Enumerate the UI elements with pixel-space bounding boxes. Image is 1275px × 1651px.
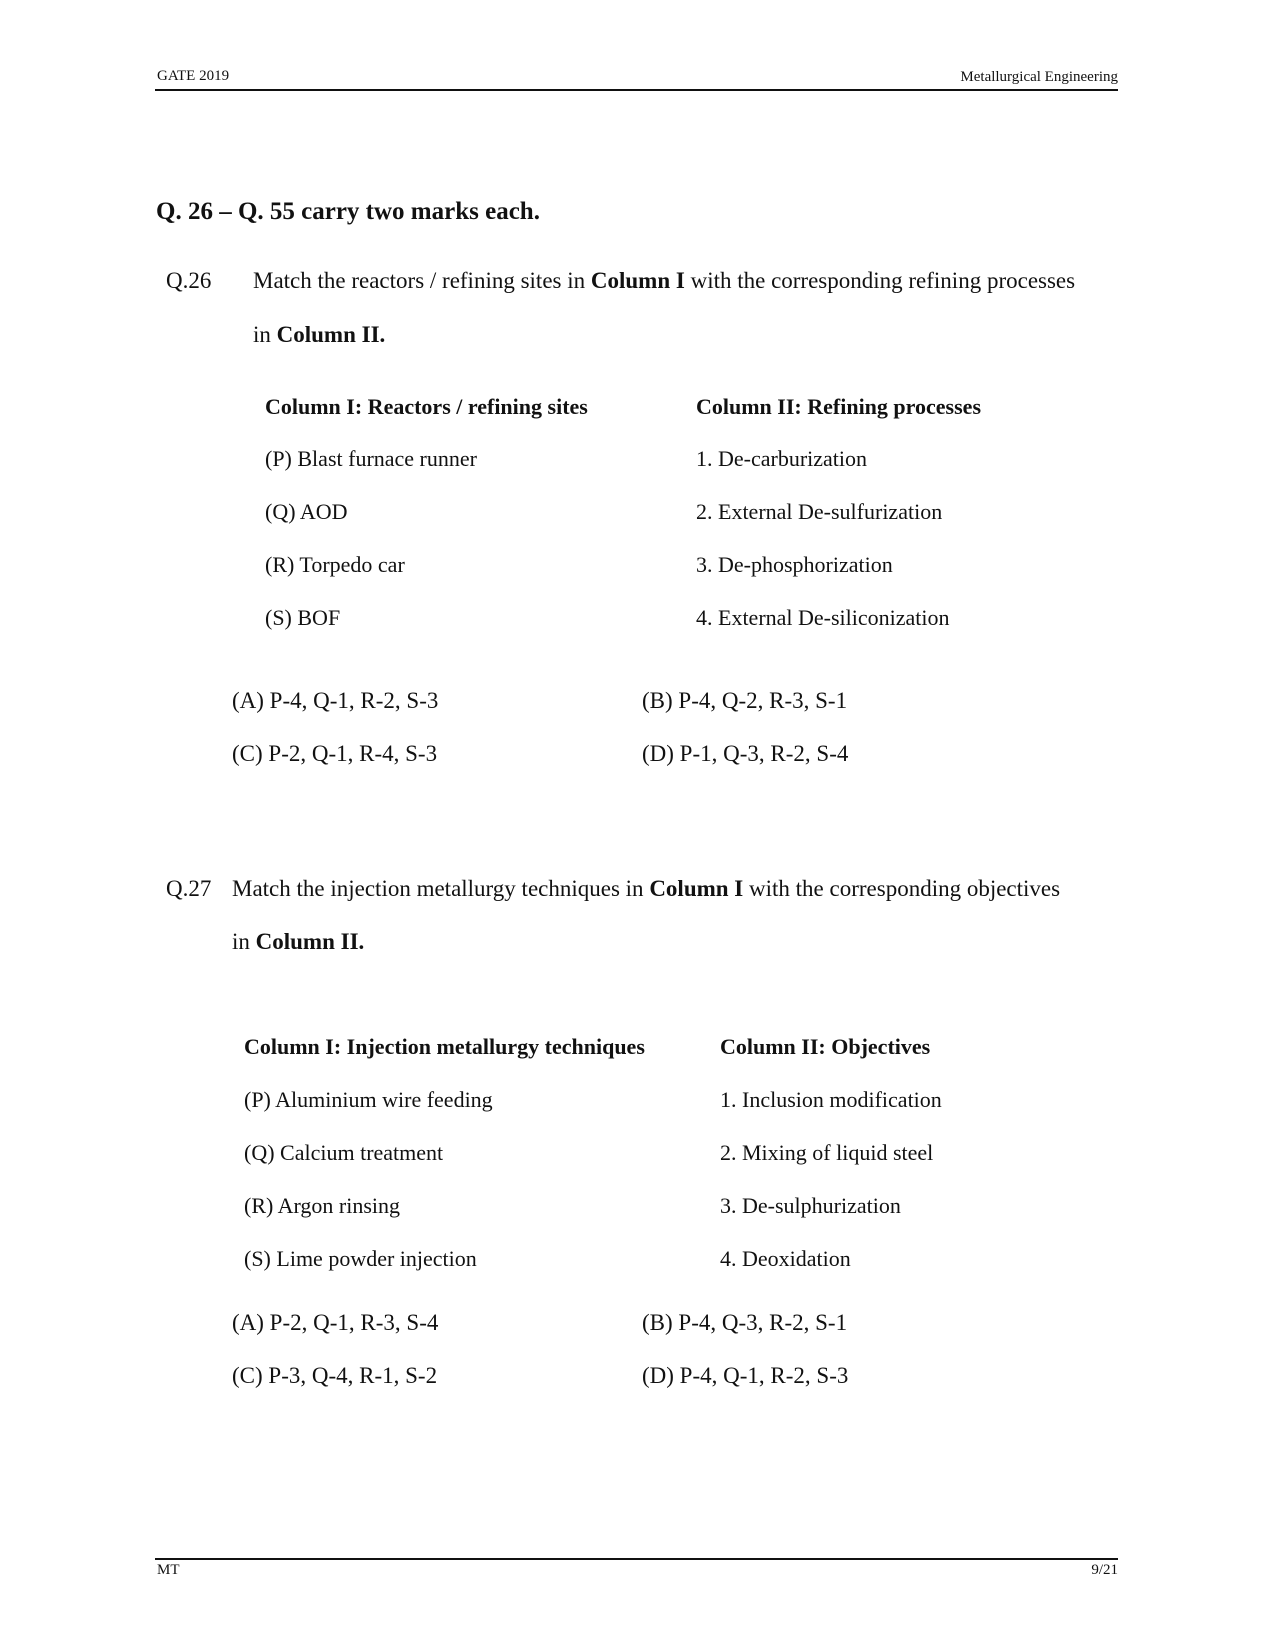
column-2-header: Column II: Objectives	[720, 1034, 931, 1059]
column-1-header: Column I: Injection metallurgy techniques	[244, 1034, 645, 1059]
header-divider	[155, 89, 1118, 91]
question-text-line2: in Column II.	[232, 929, 365, 954]
header-subject: Metallurgical Engineering	[960, 69, 1118, 85]
column-1-item: (P) Blast furnace runner	[265, 446, 477, 471]
column-2-item: 3. De-phosphorization	[696, 552, 893, 577]
column-2-item: 2. Mixing of liquid steel	[720, 1140, 934, 1165]
answer-option-c[interactable]: (C) P-3, Q-4, R-1, S-2	[232, 1363, 438, 1388]
section-title: Q. 26 – Q. 55 carry two marks each.	[156, 198, 540, 225]
column-1-item: (S) Lime powder injection	[244, 1246, 477, 1271]
column-2-item: 2. External De-sulfurization	[696, 499, 943, 524]
question-text-line2: in Column II.	[253, 322, 386, 347]
question-number: Q.27	[166, 876, 212, 901]
footer-paper-code: MT	[157, 1562, 180, 1578]
column-2-header: Column II: Refining processes	[696, 394, 982, 419]
answer-option-a[interactable]: (A) P-2, Q-1, R-3, S-4	[232, 1310, 439, 1335]
column-1-item: (R) Torpedo car	[265, 552, 405, 577]
column-1-item: (P) Aluminium wire feeding	[244, 1087, 493, 1112]
column-2-item: 1. Inclusion modification	[720, 1087, 942, 1112]
answer-option-d[interactable]: (D) P-4, Q-1, R-2, S-3	[642, 1363, 849, 1388]
column-1-item: (Q) Calcium treatment	[244, 1140, 444, 1165]
question-text-line1: Match the injection metallurgy techniques in Column I with the corresponding objectives	[232, 876, 1061, 901]
column-1-item: (S) BOF	[265, 605, 341, 630]
column-2-item: 1. De-carburization	[696, 446, 868, 471]
column-1-item: (Q) AOD	[265, 499, 348, 524]
answer-option-a[interactable]: (A) P-4, Q-1, R-2, S-3	[232, 688, 439, 713]
column-2-item: 4. External De-siliconization	[696, 605, 950, 630]
question-number: Q.26	[166, 268, 212, 293]
column-1-header: Column I: Reactors / refining sites	[265, 394, 588, 419]
answer-option-b[interactable]: (B) P-4, Q-3, R-2, S-1	[642, 1310, 848, 1335]
header-exam-name: GATE 2019	[157, 68, 230, 84]
footer-divider	[155, 1558, 1118, 1560]
column-1-item: (R) Argon rinsing	[244, 1193, 401, 1218]
column-2-item: 3. De-sulphurization	[720, 1193, 901, 1218]
question-text-line1: Match the reactors / refining sites in Column I with the corresponding refining processes	[253, 268, 1076, 293]
answer-option-c[interactable]: (C) P-2, Q-1, R-4, S-3	[232, 741, 438, 766]
page-number: 9/21	[1091, 1562, 1118, 1578]
answer-option-b[interactable]: (B) P-4, Q-2, R-3, S-1	[642, 688, 848, 713]
answer-option-d[interactable]: (D) P-1, Q-3, R-2, S-4	[642, 741, 849, 766]
column-2-item: 4. Deoxidation	[720, 1246, 851, 1271]
